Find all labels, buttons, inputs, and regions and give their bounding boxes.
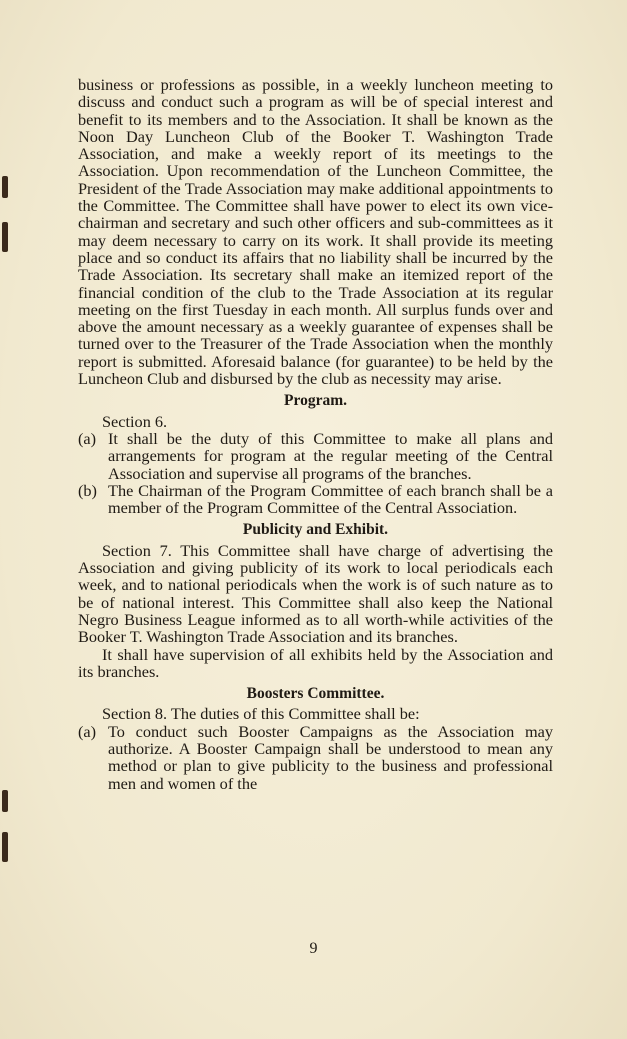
item-label: (a) bbox=[78, 721, 97, 741]
item-label: (a) bbox=[78, 428, 97, 448]
binding-mark bbox=[2, 176, 8, 198]
opening-paragraph: business or professions as possible, in a weekly luncheon meeting to discuss and conduct such a program as will be of special interest and benefit to its members and to the Association. It shall be known as the Noon Day Luncheon Club of the Booker T. Washington Trade Association, and make a weekly report of its meetings to the Association. Upon recommendation of the Luncheon Committee, the President of the Trade Association may make additional appointments to the Committee. The Committee shall have power to elect its own vice-chairman and secretary and such other officers and sub-committees as it may deem necessary to carry on its work. It shall provide its meeting place and so conduct its affairs that no liability shall be incurred by the Trade Association. Its secretary shall make an itemized report of the financial condition of the club to the Trade Association at its regular meeting on the first Tuesday in each month. All surplus funds over and above the amount necessary as a weekly guarantee of expenses shall be turned over to the Treasurer of the Trade Association when the monthly report is submitted. Aforesaid balance (for guarantee) to be held by the Luncheon Club and disbursed by the club as necessity may arise. bbox=[78, 75, 553, 389]
list-item bbox=[78, 482, 553, 517]
item-text: The Chairman of the Program Committee of each branch shall be a member of the Program Committee of the Central Association. bbox=[108, 480, 553, 518]
item-label: (b) bbox=[78, 480, 97, 500]
binding-mark bbox=[2, 832, 8, 862]
publicity-heading: Publicity and Exhibit. bbox=[242, 521, 389, 539]
binding-mark bbox=[2, 222, 8, 252]
section-6-label: Section 6. bbox=[102, 411, 168, 431]
list-item bbox=[78, 430, 553, 482]
section-8-intro: Section 8. The duties of this Committee shall be: bbox=[102, 704, 420, 724]
exhibits-paragraph: It shall have supervision of all exhibits held by the Association and its branches. bbox=[78, 644, 553, 681]
page-number: 9 bbox=[309, 940, 318, 957]
list-item bbox=[78, 723, 553, 792]
item-text: To conduct such Booster Campaigns as the Association may authorize. A Booster Campaign shall be understood to mean any method or plan to give publicity to the business and professional men and women of the bbox=[108, 721, 553, 793]
page-body bbox=[78, 76, 553, 792]
section-7-paragraph: Section 7. This Committee shall have charge of advertising the Association and giving publicity of its work to local periodicals each week, and to national periodicals when the work is of such nature as to be of national interest. This Committee shall also keep the National Negro Business League informed as to all worth-while activities of the Booker T. Washington Trade Association and its branches. bbox=[78, 540, 553, 647]
binding-mark bbox=[2, 790, 8, 812]
boosters-heading: Boosters Committee. bbox=[246, 685, 385, 703]
item-text: It shall be the duty of this Committee to make all plans and arrangements for program at the regular meeting of the Central Association and supervise all programs of the branches. bbox=[108, 428, 553, 483]
program-heading: Program. bbox=[284, 392, 347, 410]
